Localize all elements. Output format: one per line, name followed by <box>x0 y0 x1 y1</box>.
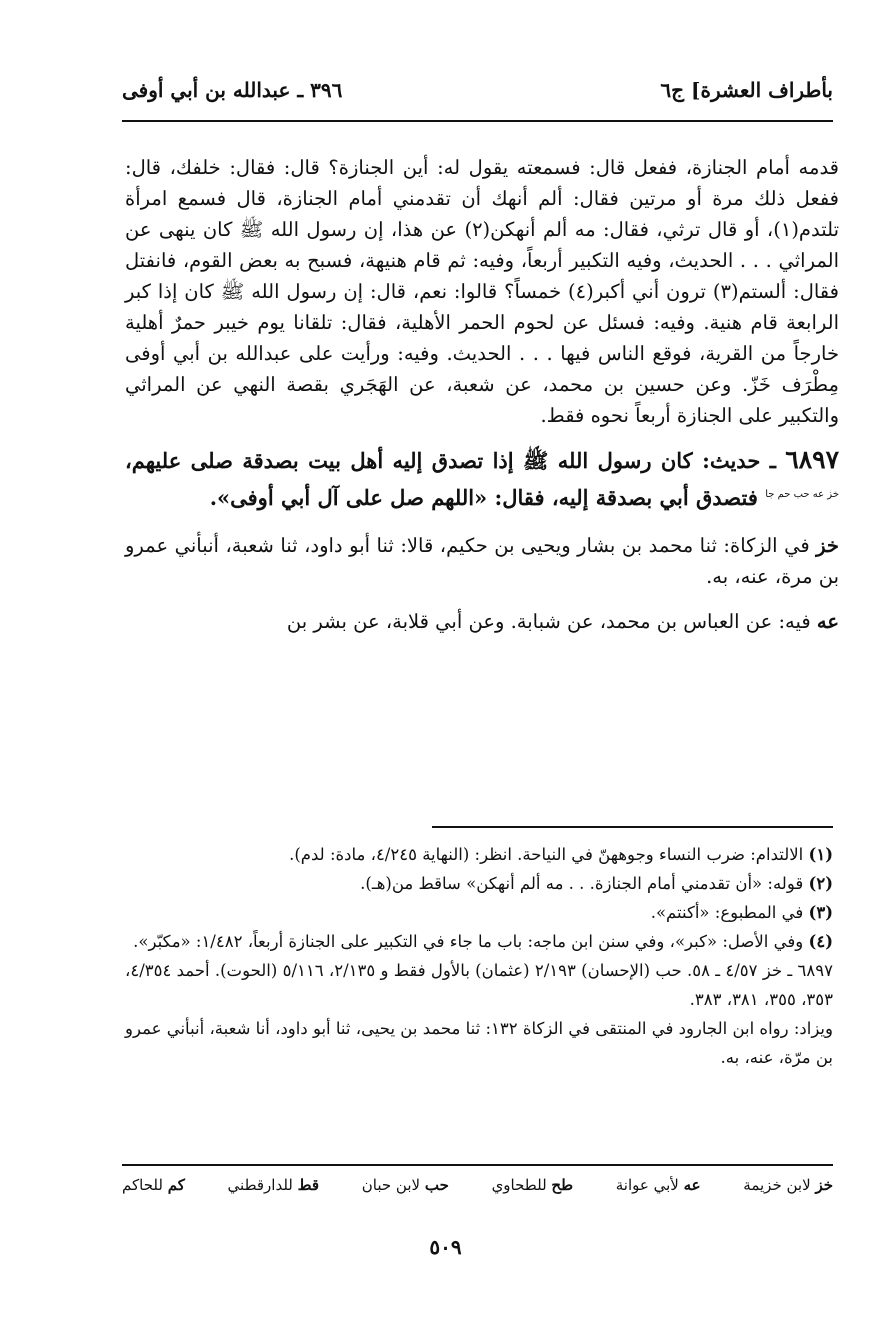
legend-name: لابن حبان <box>361 1176 421 1194</box>
header-chapter-title: ٣٩٦ ـ عبدالله بن أبي أوفى <box>122 78 343 102</box>
hadith-text-part-2: فتصدق أبي بصدقة إليه، فقال: «اللهم صل على آل أبي أوفى». <box>209 485 758 510</box>
footnote-addition <box>125 1014 833 1072</box>
source-text: في الزكاة: ثنا محمد بن بشار ويحيى بن حكيم، قالا: ثنا أبو داود، ثنا شعبة، أنبأني عمرو بن مرة، عنه، به. <box>125 534 839 588</box>
hadith-entry: ٦٨٩٧ ـ حديث: كان رسول الله ﷺ إذا تصدق إليه أهل بيت بصدقة صلى عليهم، خز عه حب حم جا فتصدق أبي بصدقة إليه، فقال: «اللهم صل على آل أبي أوفى». <box>125 445 839 510</box>
footnote <box>125 898 833 927</box>
legend-abbr: كم <box>167 1176 185 1194</box>
footnote-number: (٢) <box>808 874 833 893</box>
legend-name: للطحاوي <box>491 1176 547 1194</box>
footnote-text: ٦٨٩٧ ـ خز ٤/٥٧ ـ ٥٨. حب (الإحسان) ٢/١٩٣ (عثمان) بالأول فقط و ٢/١٣٥، ٥/١١٦ (الحوت). أحمد ٤/٣٥٤، ٣٥٣، ٣٥٥، ٣٨١، ٣٨٣. <box>125 961 833 1009</box>
header-divider <box>122 120 833 122</box>
main-text <box>125 152 839 637</box>
legend-abbr: خز <box>815 1176 833 1194</box>
source-text: فيه: عن العباس بن محمد، عن شبابة. وعن أبي قلابة، عن بشر بن <box>286 610 811 633</box>
legend-item <box>228 1176 320 1206</box>
hadith-label: ـ حديث: <box>702 448 776 473</box>
header-book-title: بأطراف العشرة] ج٦ <box>660 78 833 102</box>
abbreviation-legend <box>122 1176 833 1206</box>
footnotes <box>125 840 833 1072</box>
legend-name: لأبي عوانة <box>615 1176 679 1194</box>
legend-item <box>743 1176 833 1206</box>
legend-abbr: طح <box>551 1176 574 1194</box>
source-entry-khuzaima <box>125 530 839 592</box>
footnote-number: (٤) <box>808 932 833 951</box>
legend-item <box>362 1176 449 1206</box>
page-number: ٥٠٩ <box>429 1235 462 1259</box>
legend-item <box>616 1176 701 1206</box>
footnote-number: (٣) <box>808 903 833 922</box>
legend-divider <box>122 1164 833 1166</box>
footnote-number: (١) <box>808 845 833 864</box>
legend-abbr: عه <box>683 1176 701 1194</box>
hadith-number: ٦٨٩٧ <box>785 445 839 474</box>
legend-name: لابن خزيمة <box>743 1176 811 1194</box>
source-tag: خز <box>816 534 839 557</box>
paragraph-continuation: قدمه أمام الجنازة، ففعل قال: فسمعته يقول له: أين الجنازة؟ قال: فقال: خلفك، قال: ففعل ذلك مرة أو مرتين فقال: ألم أنهك أن تقدمني أمام الجنازة، قال فسمع امرأة تلتدم(١)، أو قال ترثي، فقال: مه ألم أنهكن(٢) عن هذا، إن رسول الله ﷺ كان ينهى عن المراثي . . . الحديث، وفيه التكبير أربعاً، وفيه: ثم قام هنيهة، فسبح به بعض القوم، فانفتل فقال: ألستم(٣) ترون أني أكبر(٤) خمساً؟ قالوا: نعم، قال: إن رسول الله ﷺ كان إذا كبر الرابعة قام هنية. وفيه: فسئل عن لحوم الحمر الأهلية، فقال: تلقانا يوم خيبر حمرٌ أهلية خارجاً من القرية، فوقع الناس فيها . . . الحديث. وفيه: ورأيت على عبدالله بن أبي أوفى مِطْرَف خَزّ. وعن حسين بن محمد، عن شعبة، عن الهَجَري بقصة النهي عن المراثي والتكبير على الجنازة أربعاً نحوه فقط. <box>125 156 839 427</box>
legend-abbr: حب <box>424 1176 449 1194</box>
footnote-divider <box>432 826 833 828</box>
footnote <box>125 869 833 898</box>
footnote-text: قوله: «أن تقدمني أمام الجنازة. . . مه ألم أنهكن» ساقط من(هـ). <box>360 874 804 893</box>
running-header <box>122 70 833 110</box>
footnote <box>125 927 833 956</box>
source-tag: عه <box>816 610 839 633</box>
footnote <box>125 840 833 869</box>
legend-name: للحاكم <box>122 1176 163 1194</box>
footnote-text: الالتدام: ضرب النساء وجوههنّ في النياحة. انظر: (النهاية ٤/٢٤٥، مادة: لدم). <box>289 845 804 864</box>
legend-abbr: قط <box>297 1176 320 1194</box>
legend-name: للدارقطني <box>227 1176 293 1194</box>
footnote-text: ويزاد: رواه ابن الجارود في المنتقى في الزكاة ١٣٢: ثنا محمد بن يحيى، ثنا أبو داود، أنا شعبة، أنبأني عمرو بن مرّة، عنه، به. <box>125 1019 833 1067</box>
footnote-text: في المطبوع: «أكنتم». <box>650 903 804 922</box>
hadith-text-part-1: كان رسول الله ﷺ إذا تصدق إليه أهل بيت بصدقة صلى عليهم، <box>125 448 693 473</box>
footnote-text: وفي الأصل: «كبر»، وفي سنن ابن ماجه: باب ما جاء في التكبير على الجنازة أربعاً، ١/٤٨٢: «مكبّر». <box>133 932 804 951</box>
footnote-takhrij <box>125 956 833 1014</box>
source-entry-awana <box>125 606 839 637</box>
legend-item <box>492 1176 573 1206</box>
legend-item <box>122 1176 185 1206</box>
